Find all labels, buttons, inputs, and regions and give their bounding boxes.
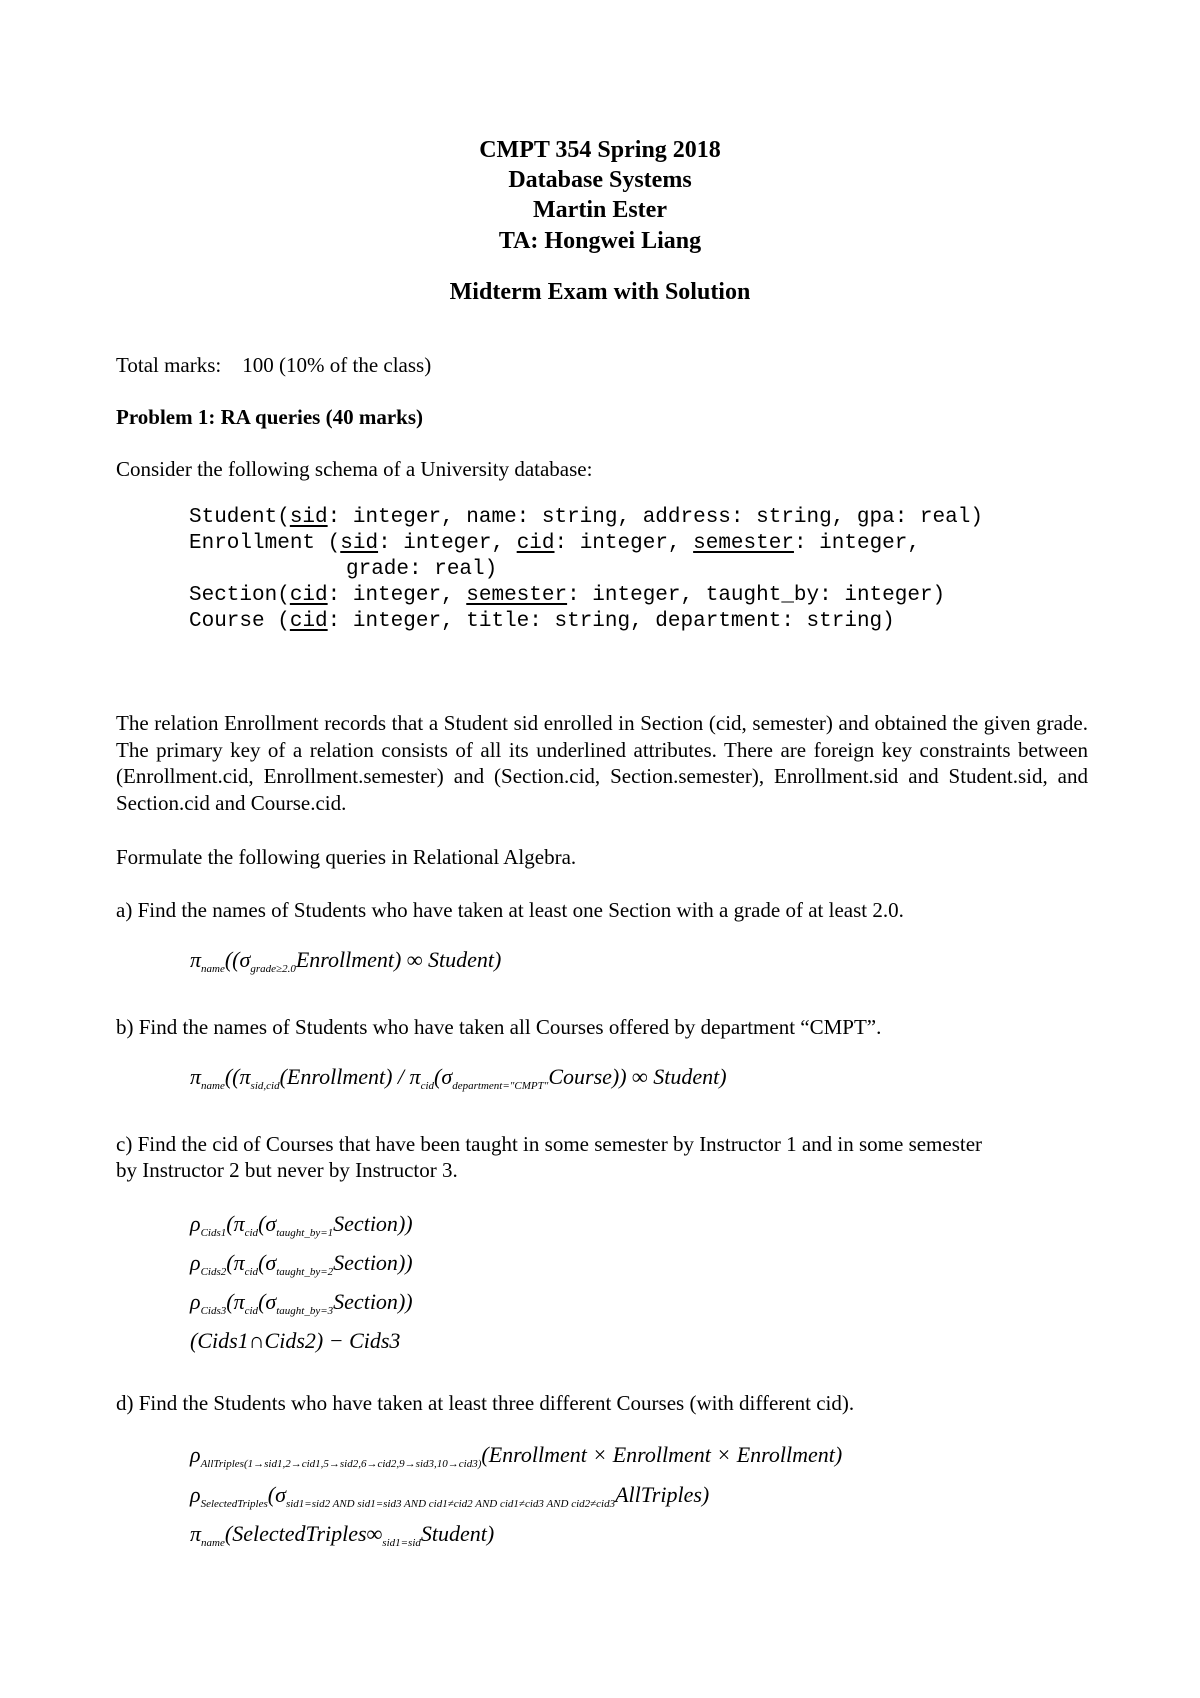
formula-rel: Student xyxy=(428,947,495,972)
formula-sub: sid1=sid xyxy=(382,1537,421,1549)
formula-sub: Cids2 xyxy=(200,1266,227,1278)
course-title: CMPT 354 Spring 2018 xyxy=(479,137,721,163)
formula-d2: $\rho_{SelectedTriples}(\sigma_{sid1=sid2 AND sid1=sid3 AND cid1\ne cid2 AND cid1\ne cid3 AND cid2\ne cid3}AllTriples)$ xyxy=(190,1482,710,1510)
formula-sub: Cids3 xyxy=(200,1305,227,1317)
formula-rel: AllTriples xyxy=(615,1482,702,1507)
attr-list: : integer, title: string, department: string) xyxy=(327,610,895,633)
formula-sub: grade≥2.0 xyxy=(250,963,296,975)
formula-sub: cid xyxy=(244,1266,259,1278)
formula-b: $\pi_{name}((\pi_{sid,cid}(Enrollment)$ / $\pi_{cid}(\sigma_{department="CMPT"}Course)$) ∞ Student) xyxy=(190,1064,727,1092)
formula-rel: Student xyxy=(420,1521,487,1546)
relation-name: Course xyxy=(189,610,265,633)
ta-name: TA: Hongwei Liang xyxy=(498,228,702,254)
question-c-line2: by Instructor 2 but never by Instructor 3. xyxy=(116,1158,458,1182)
relation-name: Student xyxy=(189,506,278,529)
formula-sub: SelectedTriples xyxy=(200,1498,268,1510)
instruction: Formulate the following queries in Relational Algebra. xyxy=(116,845,577,869)
formula-sub: name xyxy=(201,963,225,975)
total-marks-label: Total marks: xyxy=(116,353,222,377)
attr-list: : integer, xyxy=(378,532,517,555)
formula-sub: department="CMPT" xyxy=(452,1080,549,1092)
total-marks-value: 100 (10% of the class) xyxy=(242,353,432,377)
formula-c4: (Cids1∩Cids2) − Cids3 xyxy=(190,1328,401,1353)
schema-student: Student(sid: integer, name: string, address: string, gpa: real) xyxy=(189,506,983,529)
formula-sub: taught_by=3 xyxy=(276,1305,334,1317)
formula-rel: (Enrollment × Enrollment × Enrollment) xyxy=(481,1442,843,1467)
key-attr: cid xyxy=(289,584,328,607)
formula-rel: Enrollment xyxy=(286,1064,386,1089)
question-a: a) Find the names of Students who have taken at least one Section with a grade of at least 2.0. xyxy=(116,898,904,922)
formula-sub: cid xyxy=(244,1305,259,1317)
formula-c2: $\rho_{Cids2}(\pi_{cid}(\sigma_{taught\_by=2}Section))$ xyxy=(190,1250,413,1278)
problem-heading: Problem 1: RA queries (40 marks) xyxy=(116,405,423,429)
schema-section: Section(cid: integer, semester: integer, taught_by: integer) xyxy=(189,584,946,607)
schema-description: The relation Enrollment records that a Student sid enrolled in Section (cid, semester) and obtained the given grade. The primary key of a relation consists of all its underlined attributes. There are foreign key constraints between (Enrollment.cid, Enrollment.semester) and (Section.cid, Section.semester), Enrollment.sid and Student.sid, and Section.cid and Course.cid. xyxy=(116,711,1088,815)
attr-list: : integer, xyxy=(327,584,467,607)
formula-c1: $\rho_{Cids1}(\pi_{cid}(\sigma_{taught\_by=1}Section))$ xyxy=(190,1211,413,1239)
formula-rel: Enrollment xyxy=(295,947,395,972)
formula-sub: name xyxy=(201,1080,225,1092)
question-d: d) Find the Students who have taken at least three different Courses (with different cid). xyxy=(116,1391,855,1415)
key-attr: semester xyxy=(466,584,568,607)
course-subject: Database Systems xyxy=(508,167,692,193)
key-attr: cid xyxy=(289,610,328,633)
formula-a: $\pi_{name}((\sigma_{grade\ge 2.0}Enrollment)$ ∞ Student) xyxy=(190,947,502,975)
key-attr: semester xyxy=(693,532,794,555)
schema-course: Course (cid: integer, title: string, department: string) xyxy=(189,610,895,633)
formula-sub: cid xyxy=(420,1080,435,1092)
attr-list: : integer, xyxy=(793,532,920,555)
key-attr: sid xyxy=(340,532,379,555)
formula-rel: Section xyxy=(333,1250,398,1275)
key-attr: sid xyxy=(289,506,328,529)
attr-list: : integer, taught_by: integer) xyxy=(567,584,946,607)
formula-d3: $\pi_{name}(SelectedTriples\infty_{sid1=sid}Student)$ xyxy=(190,1521,495,1549)
formula-sub: cid xyxy=(244,1227,259,1239)
formula-rel: Course xyxy=(548,1064,612,1089)
formula-sub: sid1=sid2 AND sid1=sid3 AND cid1≠cid2 AND cid1≠cid3 AND cid2≠cid3 xyxy=(285,1498,616,1510)
formula-sub: sid,cid xyxy=(250,1080,280,1092)
key-attr: cid xyxy=(516,532,555,555)
relation-name: Section xyxy=(189,584,278,607)
formula-rel: Section xyxy=(333,1289,398,1314)
formula-sub: name xyxy=(201,1537,225,1549)
formula-rel: Student xyxy=(653,1064,720,1089)
question-b: b) Find the names of Students who have taken all Courses offered by department “CMPT”. xyxy=(116,1015,882,1039)
formula-sub: Cids1 xyxy=(200,1227,227,1239)
question-c-line1: c) Find the cid of Courses that have been taught in some semester by Instructor 1 and in some semester xyxy=(116,1132,983,1156)
exam-title: Midterm Exam with Solution xyxy=(449,279,751,305)
formula-rel: SelectedTriples xyxy=(232,1521,367,1546)
formula-sub: AllTriples(1→sid1,2→cid1,5→sid2,6→cid2,9→sid3,10→cid3) xyxy=(200,1458,482,1470)
formula-c3: $\rho_{Cids3}(\pi_{cid}(\sigma_{taught\_by=3}Section))$ xyxy=(190,1289,413,1317)
instructor-name: Martin Ester xyxy=(533,197,667,223)
formula-sub: taught_by=2 xyxy=(276,1266,334,1278)
schema-intro: Consider the following schema of a University database: xyxy=(116,457,593,481)
attr-list: : integer, xyxy=(554,532,694,555)
schema-enrollment: Enrollment (sid: integer, cid: integer, semester: integer, xyxy=(189,532,920,555)
attr-list: : integer, name: string, address: string, gpa: real) xyxy=(327,506,983,529)
formula-rel: Section xyxy=(333,1211,398,1236)
schema-enrollment-cont: grade: real) xyxy=(346,558,498,581)
formula-d1: $\rho_{AllTriples(1\to sid1,2\to cid1,5\to sid2,6\to cid2,9\to sid3,10\to cid3)}(Enrollment$ × Enrollment × Enrollment) xyxy=(190,1442,843,1470)
formula-sub: taught_by=1 xyxy=(276,1227,334,1239)
relation-name: Enrollment xyxy=(189,532,316,555)
total-marks xyxy=(116,352,431,378)
